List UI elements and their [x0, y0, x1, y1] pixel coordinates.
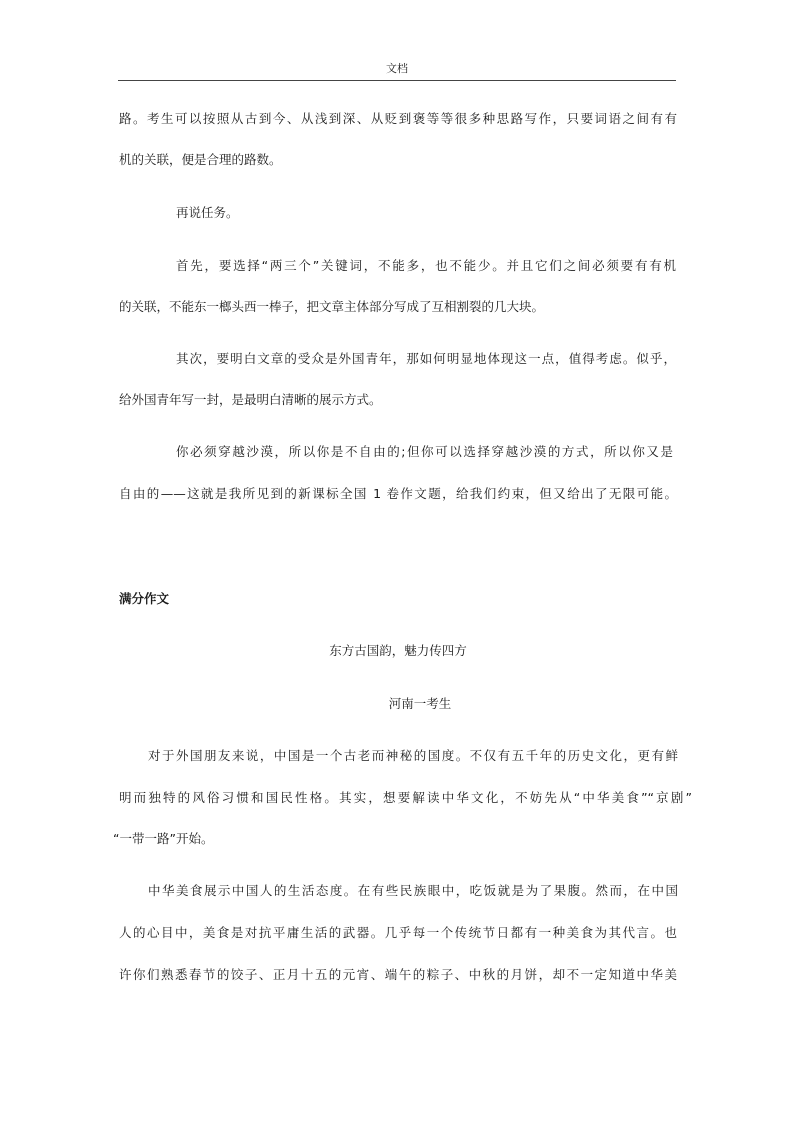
essay-line-1: 对于外国朋友来说，中国是一个古老而神秘的国度。不仅有五千年的历史文化，更有鲜	[148, 748, 678, 763]
body-line-1: 路。考生可以按照从古到今、从浅到深、从贬到褒等等很多种思路写作，只要词语之间有有	[119, 111, 677, 126]
body-line-3: 再说任务。	[176, 205, 239, 220]
header-divider	[118, 80, 676, 81]
essay-line-5: 人的心目中，美食是对抗平庸生活的武器。几乎每一个传统节日都有一种美食为其代言。也	[119, 925, 677, 940]
essay-line-3: “一带一路”开始。	[113, 831, 214, 846]
essay-author: 河南一考生	[388, 696, 452, 711]
essay-line-2: 明而独特的风俗习惯和国民性格。其实，想要解读中华文化，不妨先从“中华美食”“京剧”	[119, 790, 692, 805]
essay-line-6: 许你们熟悉春节的饺子、正月十五的元宵、端午的粽子、中秋的月饼，却不一定知道中华美	[119, 967, 677, 982]
body-line-9: 自由的——这就是我所见到的新课标全国 1 卷作文题，给我们约束，但又给出了无限可能。	[119, 486, 677, 501]
body-line-6: 其次，要明白文章的受众是外国青年，那如何明显地体现这一点，值得考虑。似乎，	[176, 351, 676, 366]
essay-section-label: 满分作文	[119, 591, 170, 606]
page-header-title: 文档	[386, 62, 408, 75]
body-line-4: 首先，要选择“两三个”关键词，不能多，也不能少。并且它们之间必须要有有机	[176, 258, 676, 273]
body-line-5: 的关联，不能东一榔头西一棒子，把文章主体部分写成了互相割裂的几大块。	[119, 299, 545, 314]
body-line-8: 你必须穿越沙漠，所以你是不自由的;但你可以选择穿越沙漠的方式，所以你又是	[176, 444, 673, 459]
body-line-7: 给外国青年写一封，是最明白清晰的展示方式。	[119, 392, 382, 407]
essay-line-4: 中华美食展示中国人的生活态度。在有些民族眼中，吃饭就是为了果腹。然而，在中国	[148, 883, 678, 898]
essay-title: 东方古国韵，魅力传四方	[329, 643, 467, 658]
body-line-2: 机的关联，便是合理的路数。	[119, 152, 282, 167]
